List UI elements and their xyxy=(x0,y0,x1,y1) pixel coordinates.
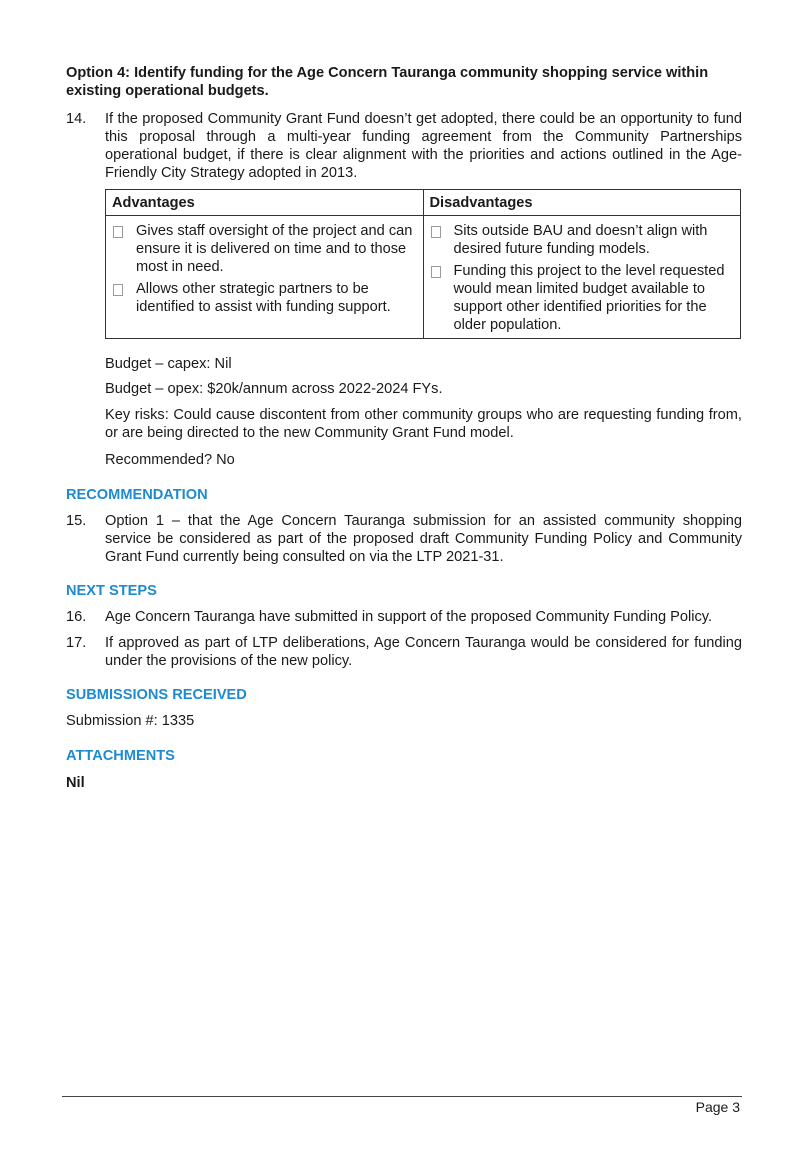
advantages-disadvantages-table xyxy=(105,189,741,339)
recommended-status: Recommended? No xyxy=(105,452,235,468)
attachments-value: Nil xyxy=(66,775,85,791)
bullet-box-icon xyxy=(113,226,123,238)
advantage-text: Allows other strategic partners to be identified to assist with funding support. xyxy=(136,281,391,315)
recommendation-heading: RECOMMENDATION xyxy=(66,487,208,503)
paragraph-number: 15. xyxy=(66,513,87,529)
disadvantage-text: Funding this project to the level requested would mean limited budget available to support other identified priorities for the older population. xyxy=(453,263,725,333)
submissions-heading: SUBMISSIONS RECEIVED xyxy=(66,687,247,703)
option-heading: Option 4: Identify funding for the Age Concern Tauranga community shopping service within existing operational budgets. xyxy=(66,65,709,99)
bullet-box-icon xyxy=(431,266,441,278)
advantages-header: Advantages xyxy=(106,190,424,216)
advantage-item xyxy=(112,280,417,316)
bullet-box-icon xyxy=(431,226,441,238)
footer-divider xyxy=(62,1096,742,1097)
page-number: Page 3 xyxy=(695,1099,740,1115)
paragraph-text: If the proposed Community Grant Fund doesn’t get adopted, there could be an opportunity to fund this proposal through a multi-year funding agreement from the Community Partnerships operational budget, if there is clear alignment with the priorities and actions outlined in the Age-Friendly City Strategy adopted in 2013. xyxy=(105,111,742,181)
paragraph-number: 17. xyxy=(66,635,87,651)
submission-number: Submission #: 1335 xyxy=(66,713,195,729)
paragraph-number: 14. xyxy=(66,111,87,127)
bullet-box-icon xyxy=(113,284,123,296)
paragraph-text: Option 1 – that the Age Concern Tauranga submission for an assisted community shopping service be considered as part of the proposed draft Community Funding Policy and Community Grant Fund currently being consulted on via the LTP 2021-31. xyxy=(105,513,742,565)
disadvantages-header: Disadvantages xyxy=(423,190,741,216)
budget-capex: Budget – capex: Nil xyxy=(105,356,232,372)
disadvantage-item xyxy=(430,262,735,334)
budget-opex: Budget – opex: $20k/annum across 2022-2024 FYs. xyxy=(105,381,443,397)
disadvantage-text: Sits outside BAU and doesn’t align with desired future funding models. xyxy=(453,223,708,257)
advantage-text: Gives staff oversight of the project and can ensure it is delivered on time and to those most in need. xyxy=(136,223,413,275)
disadvantage-item xyxy=(430,222,735,258)
advantages-cell xyxy=(106,216,424,339)
key-risks: Key risks: Could cause discontent from other community groups who are requesting funding from, or are being directed to the new Community Grant Fund model. xyxy=(105,407,742,441)
next-steps-heading: NEXT STEPS xyxy=(66,583,157,599)
advantage-item xyxy=(112,222,417,276)
paragraph-number: 16. xyxy=(66,609,87,625)
attachments-heading: ATTACHMENTS xyxy=(66,748,175,764)
paragraph-text: Age Concern Tauranga have submitted in support of the proposed Community Funding Policy. xyxy=(105,609,713,625)
disadvantages-cell xyxy=(423,216,741,339)
paragraph-text: If approved as part of LTP deliberations, Age Concern Tauranga would be considered for funding under the provisions of the new policy. xyxy=(105,635,742,669)
